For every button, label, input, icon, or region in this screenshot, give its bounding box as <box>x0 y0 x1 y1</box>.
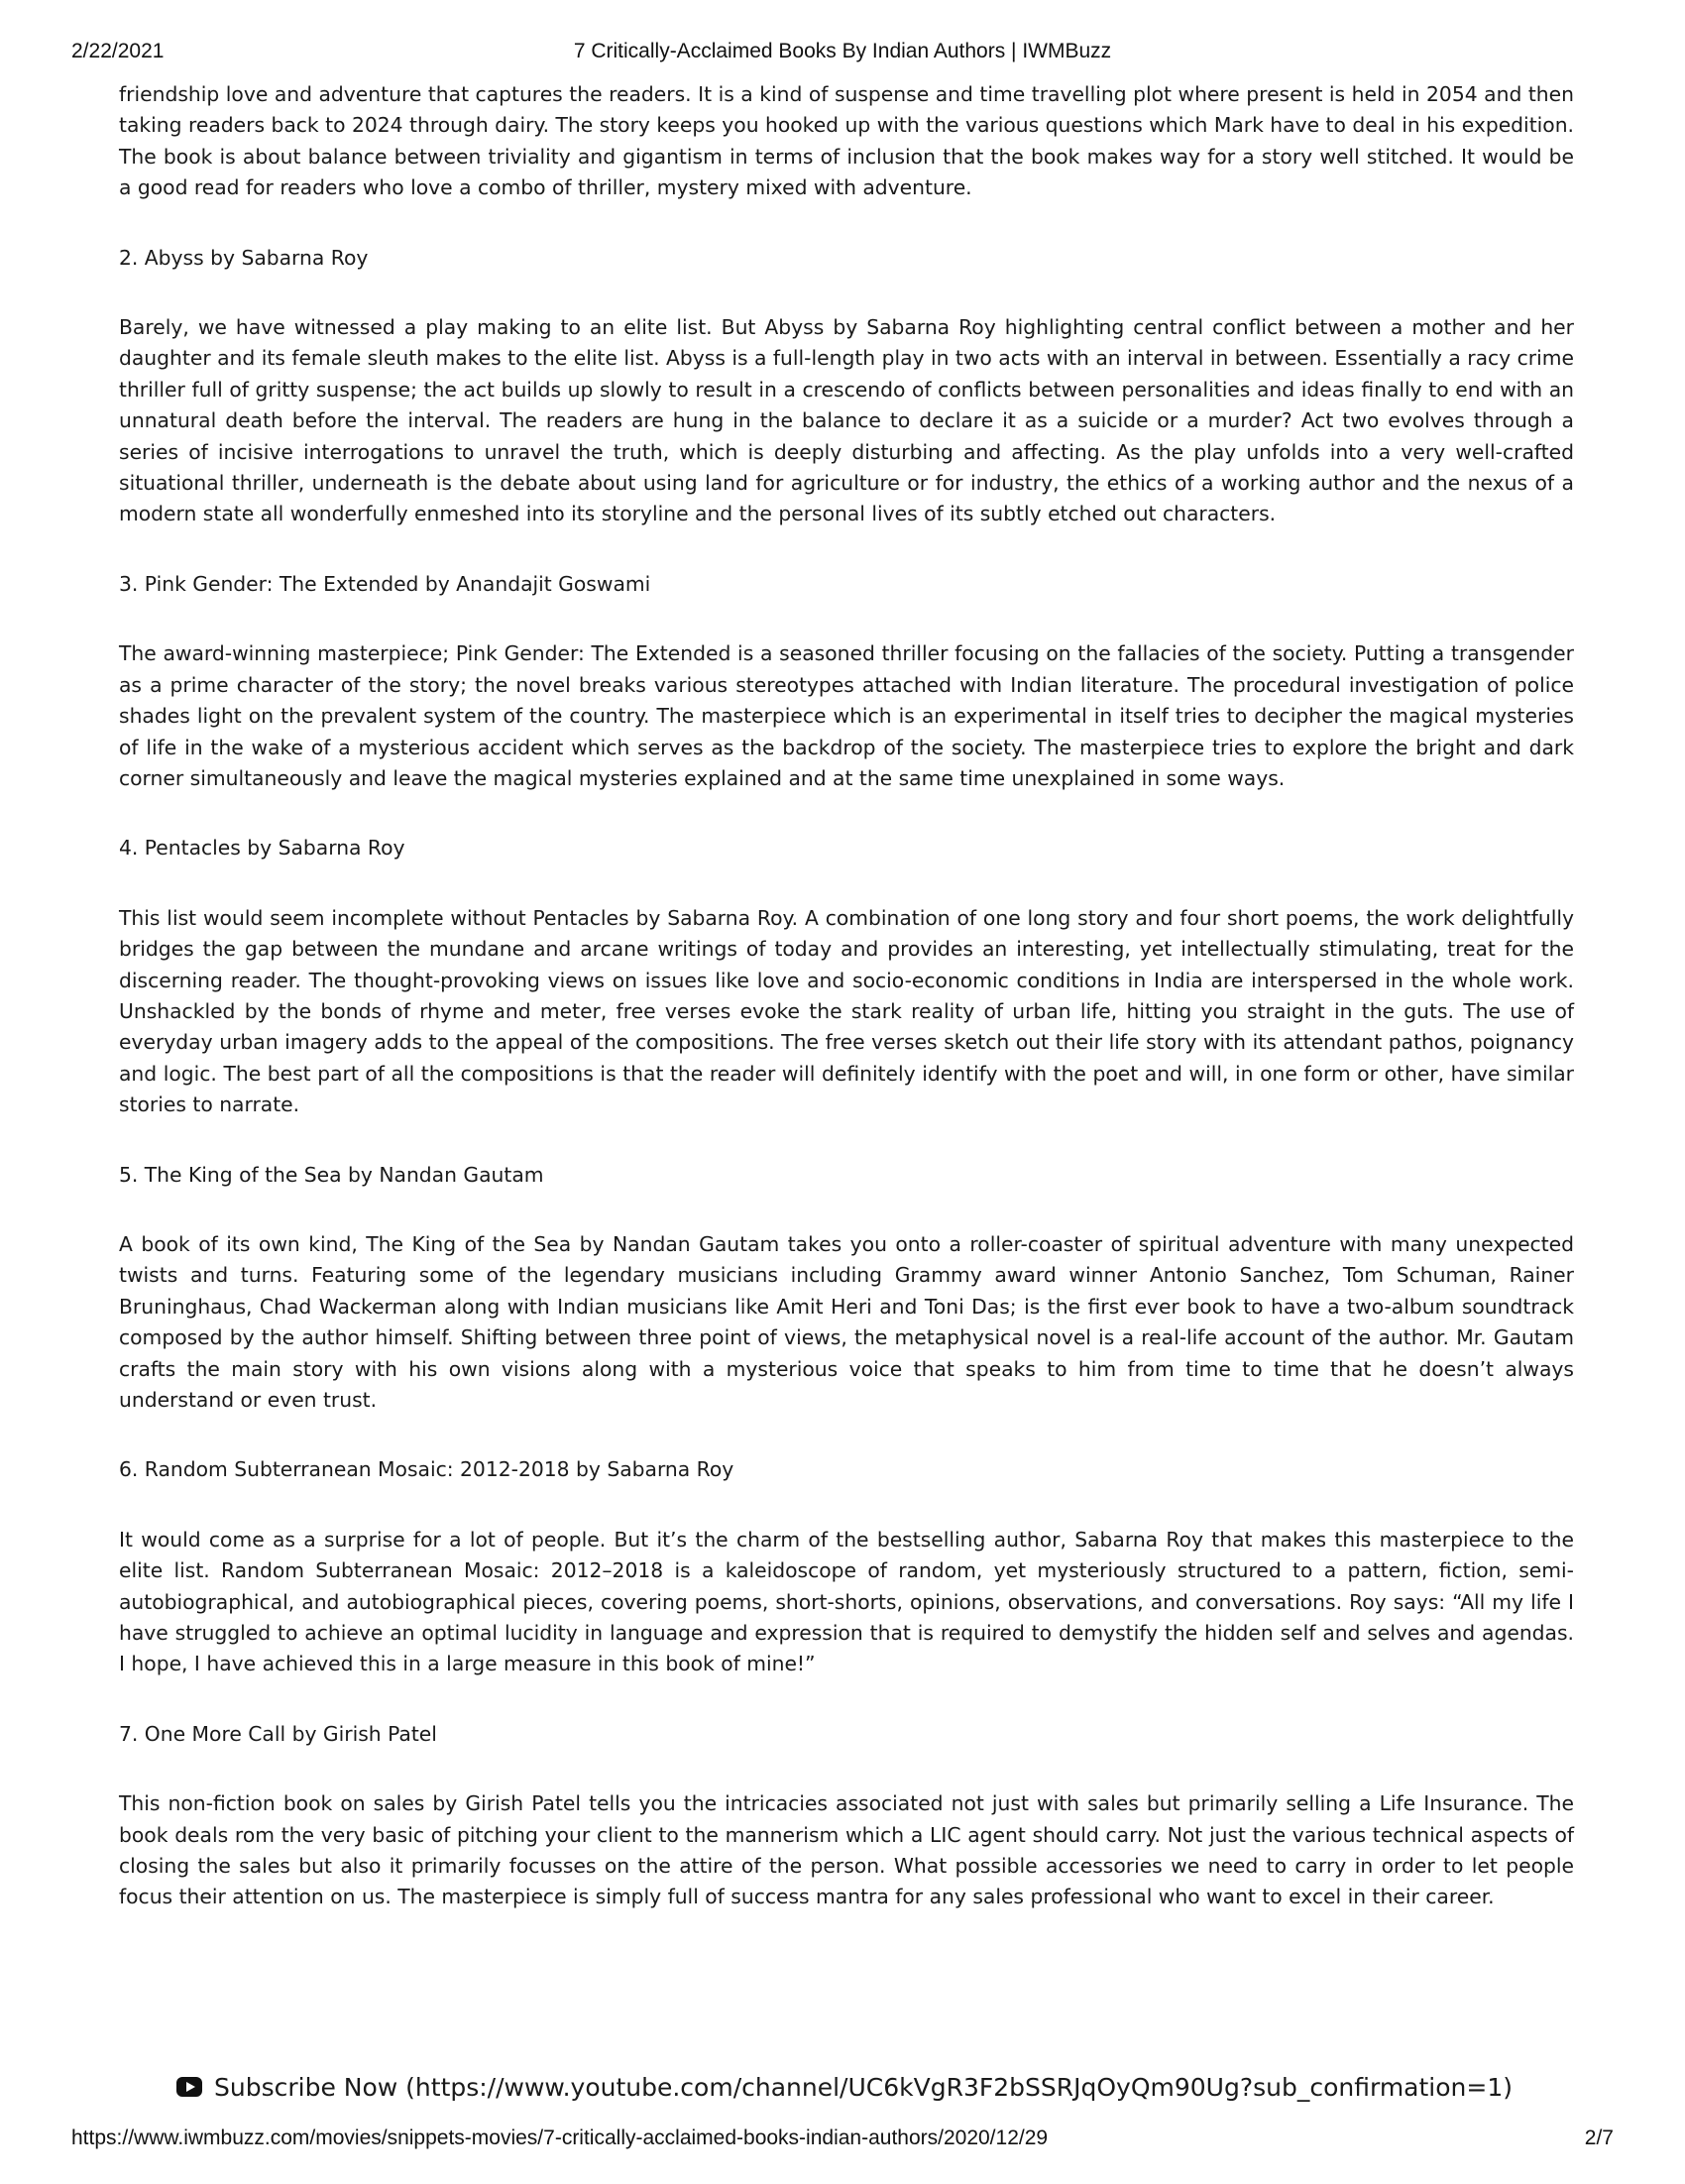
page-url: https://www.iwmbuzz.com/movies/snippets-movies/7-critically-acclaimed-books-indian-authors/2020/12/29 <box>71 2127 1049 2149</box>
section-paragraph: It would come as a surprise for a lot of people. But it’s the charm of the bestselling author, Sabarna Roy that makes this masterpiece to the elite list. Random Subterranean Mosaic: 2012–2018 is a kaleidoscope of random, yet mysteriously structured to a pattern, fiction, semi-autobiographical, and autobiographical pieces, covering poems, short-shorts, opinions, observations, and conversations. Roy says: “All my life I have struggled to achieve an optimal lucidity in language and expression that is required to demystify the hidden self and selves and agendas. I hope, I have achieved this in a large measure in this book of mine!” <box>119 1527 1574 1676</box>
section-paragraph: A book of its own kind, The King of the Sea by Nandan Gautam takes you onto a roller-coaster of spiritual adventure with many unexpected twists and turns. Featuring some of the legendary musicians including Grammy award winner Antonio Sanchez, Tom Schuman, Rainer Bruninghaus, Chad Wackerman along with Indian musicians like Amit Heri and Toni Das; is the first ever book to have a two-album soundtrack composed by the author himself. Shifting between three point of views, the metaphysical novel is a real-life account of the author. Mr. Gautam crafts the main story with his own visions along with a mysterious voice that speaks to him from time to time that he doesn’t always understand or even trust. <box>119 1231 1574 1412</box>
youtube-icon <box>176 2077 202 2097</box>
print-header <box>71 40 1614 69</box>
section-heading: 6. Random Subterranean Mosaic: 2012-2018 by Sabarna Roy <box>119 1457 734 1482</box>
section-paragraph: The award-winning masterpiece; Pink Gender: The Extended is a seasoned thriller focusing on the fallacies of the society. Putting a transgender as a prime character of the story; the novel breaks various stereotypes attached with Indian literature. The procedural investigation of police shades light on the prevalent system of the country. The masterpiece which is an experimental in itself tries to decipher the magical mysteries of life in the wake of a mysterious accident which serves as the backdrop of the society. The masterpiece tries to explore the bright and dark corner simultaneously and leave the magical mysteries explained and at the same time unexplained in some ways. <box>119 641 1574 790</box>
page-number: 2/7 <box>1584 2127 1614 2149</box>
section-heading: 2. Abyss by Sabarna Roy <box>119 245 369 270</box>
page-title: 7 Critically-Acclaimed Books By Indian Authors | IWMBuzz <box>573 40 1112 62</box>
subscribe-label[interactable]: Subscribe Now (https://www.youtube.com/channel/UC6kVgR3F2bSSRJqOyQm90Ug?sub_confirmation=1) <box>214 2072 1513 2102</box>
article-body <box>119 79 1574 1913</box>
intro-paragraph: friendship love and adventure that captures the readers. It is a kind of suspense and time travelling plot where present is held in 2054 and then taking readers back to 2024 through dairy. The story keeps you hooked up with the various questions which Mark have to deal in his expedition. The book is about balance between triviality and gigantism in terms of inclusion that the book makes way for a story well stitched. It would be a good read for readers who love a combo of thriller, mystery mixed with adventure. <box>119 82 1574 200</box>
section-paragraph: This list would seem incomplete without Pentacles by Sabarna Roy. A combination of one long story and four short poems, the work delightfully bridges the gap between the mundane and arcane writings of today and provides an interesting, yet intellectually stimulating, treat for the discerning reader. The thought-provoking views on issues like love and socio-economic conditions in India are interspersed in the whole work. Unshackled by the bonds of rhyme and meter, free verses evoke the stark reality of urban life, hitting you straight in the guts. The use of everyday urban imagery adds to the appeal of the compositions. The free verses sketch out their life story with its attendant pathos, poignancy and logic. The best part of all the compositions is that the reader will definitely identify with the poet and will, in one form or other, have similar stories to narrate. <box>119 905 1574 1117</box>
section-paragraph: Barely, we have witnessed a play making to an elite list. But Abyss by Sabarna Roy highlighting central conflict between a mother and her daughter and its female sleuth makes to the elite list. Abyss is a full-length play in two acts with an interval in between. Essentially a racy crime thriller full of gritty suspense; the act builds up slowly to result in a crescendo of conflicts between personalities and ideas finally to end with an unnatural death before the interval. The readers are hung in the balance to declare it as a suicide or a murder? Act two evolves through a series of incisive interrogations to unravel the truth, which is deeply disturbing and affecting. As the play unfolds into a very well-crafted situational thriller, underneath is the debate about using land for agriculture or for industry, the ethics of a working author and the nexus of a modern state all wonderfully enmeshed into its storyline and the personal lives of its subtly etched out characters. <box>119 315 1574 526</box>
print-footer <box>71 2127 1614 2156</box>
print-date: 2/22/2021 <box>71 40 165 62</box>
section-paragraph: This non-fiction book on sales by Girish Patel tells you the intricacies associated not just with sales but primarily selling a Life Insurance. The book deals rom the very basic of pitching your client to the mannerism which a LIC agent should carry. Not just the various technical aspects of closing the sales but also it primarily focusses on the attire of the person. What possible accessories we need to carry in order to let people focus their attention on us. The masterpiece is simply full of success mantra for any sales professional who want to excel in their career. <box>119 1791 1574 1909</box>
section-heading: 3. Pink Gender: The Extended by Anandajit Goswami <box>119 571 651 596</box>
section-heading: 5. The King of the Sea by Nandan Gautam <box>119 1162 544 1187</box>
section-heading: 7. One More Call by Girish Patel <box>119 1721 437 1746</box>
subscribe-link[interactable] <box>176 2069 1614 2105</box>
section-heading: 4. Pentacles by Sabarna Roy <box>119 836 405 861</box>
